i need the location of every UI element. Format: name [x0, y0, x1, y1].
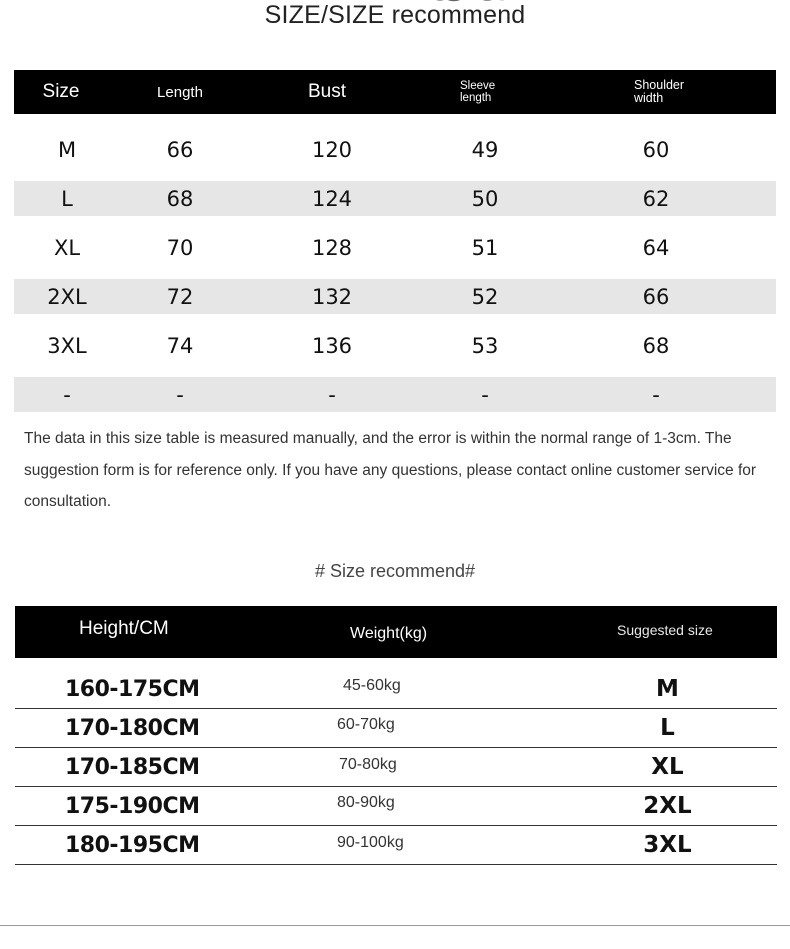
- header-length: Length: [157, 83, 203, 101]
- cell-sleeve: 53: [471, 333, 499, 358]
- cell-size: 2XL: [47, 284, 87, 309]
- cell-suggested-size: M: [656, 676, 679, 702]
- cell-bust: 136: [311, 333, 353, 358]
- size-row: [14, 132, 776, 167]
- cell-height: 170-185CM: [65, 754, 200, 780]
- cell-suggested-size: XL: [651, 754, 684, 780]
- cell-bust: 128: [311, 235, 353, 260]
- recommend-table-header: [15, 606, 777, 658]
- header-sleeve-line2: length: [460, 92, 492, 104]
- recommend-table: [15, 606, 777, 858]
- size-table: [14, 70, 776, 407]
- cell-height: 170-180CM: [65, 715, 200, 741]
- cell-suggested-size: 3XL: [643, 832, 692, 858]
- cell-suggested-size: 2XL: [643, 793, 692, 819]
- size-row: [14, 181, 776, 216]
- cell-shoulder: -: [652, 382, 660, 407]
- cell-size: L: [61, 186, 73, 211]
- cell-bust: 132: [311, 284, 353, 309]
- recommend-row: [15, 709, 777, 748]
- header-suggested-size: Suggested size: [617, 622, 713, 638]
- cell-weight: 90-100kg: [337, 834, 404, 851]
- size-row: [14, 377, 776, 412]
- header-shoulder-line1: Shoulder: [634, 78, 685, 92]
- cell-length: 66: [166, 137, 194, 162]
- cell-shoulder: 64: [642, 235, 670, 260]
- cell-length: 72: [166, 284, 194, 309]
- size-table-header: [14, 70, 776, 114]
- cell-height: 180-195CM: [65, 832, 200, 858]
- recommend-row: [15, 787, 777, 826]
- cell-size: XL: [53, 235, 81, 260]
- header-weight: Weight(kg): [350, 625, 428, 642]
- cell-size: M: [57, 137, 77, 162]
- recommend-row: [15, 748, 777, 787]
- page-title: SIZE/SIZE recommend: [264, 1, 526, 29]
- cell-length: -: [176, 382, 184, 407]
- bottom-divider: [0, 925, 790, 926]
- cell-shoulder: 66: [642, 284, 670, 309]
- header-height: Height/CM: [79, 618, 169, 639]
- cell-shoulder: 68: [642, 333, 670, 358]
- cell-size: -: [63, 382, 71, 407]
- header-sleeve-line1: Sleeve: [460, 80, 496, 92]
- header-sleeve-length: [460, 70, 540, 114]
- size-row: [14, 230, 776, 265]
- cell-sleeve: 52: [471, 284, 499, 309]
- cell-length: 68: [166, 186, 194, 211]
- size-row: [14, 279, 776, 314]
- recommend-row: [15, 670, 777, 709]
- cell-bust: -: [328, 382, 336, 407]
- cell-shoulder: 60: [642, 137, 670, 162]
- cell-weight: 80-90kg: [337, 794, 395, 811]
- cell-weight: 70-80kg: [339, 756, 397, 773]
- cell-length: 70: [166, 235, 194, 260]
- cell-bust: 120: [311, 137, 353, 162]
- recommend-row: [15, 826, 777, 865]
- header-shoulder-width: [634, 70, 734, 114]
- size-row: [14, 328, 776, 363]
- header-bust: Bust: [307, 81, 347, 102]
- cell-height: 175-190CM: [65, 793, 200, 819]
- cell-weight: 60-70kg: [337, 716, 395, 733]
- header-size: Size: [42, 81, 80, 102]
- header-shoulder-line2: width: [634, 91, 664, 105]
- cell-shoulder: 62: [642, 186, 670, 211]
- cell-weight: 45-60kg: [343, 677, 401, 694]
- cell-height: 160-175CM: [65, 676, 200, 702]
- cell-sleeve: 51: [471, 235, 499, 260]
- cell-suggested-size: L: [660, 715, 675, 741]
- size-note: The data in this size table is measured manually, and the error is within the normal range of 1-3cm. The suggestion form is for reference only. If you have any questions, please contact online customer service for consultation.: [24, 430, 757, 510]
- cell-bust: 124: [311, 186, 353, 211]
- cell-size: 3XL: [47, 333, 87, 358]
- cell-sleeve: -: [481, 382, 489, 407]
- cell-sleeve: 50: [471, 186, 499, 211]
- recommend-title: # Size recommend#: [314, 561, 476, 581]
- cell-length: 74: [166, 333, 194, 358]
- cell-sleeve: 49: [471, 137, 499, 162]
